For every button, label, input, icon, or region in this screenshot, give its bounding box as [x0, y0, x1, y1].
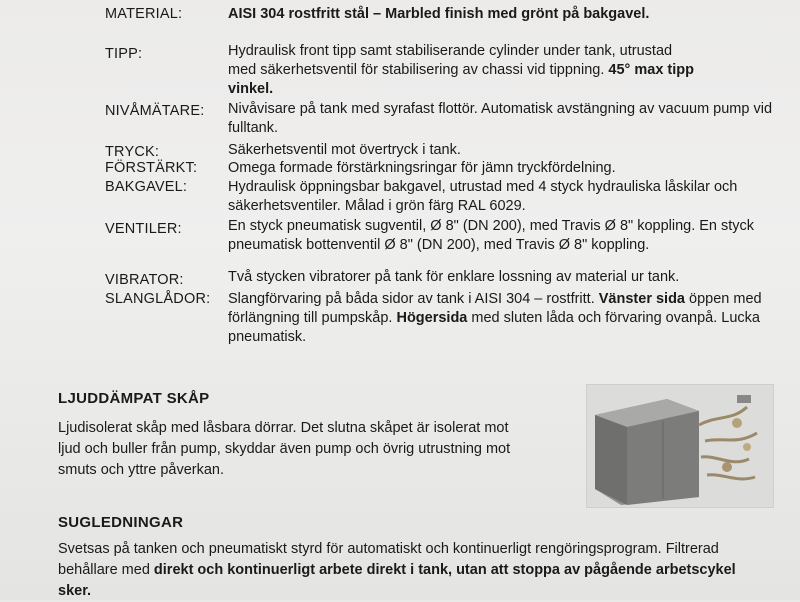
cabinet-photo	[586, 384, 774, 508]
spec-value: Omega formade förstärkningsringar för jämn tryckfördelning.	[228, 160, 616, 176]
section-text: direkt och kontinuerligt arbete direkt i tank, utan att stoppa av pågående arbetscykel sker.	[58, 562, 736, 599]
spec-label: TIPP:	[105, 46, 143, 62]
section-heading-ljuddampat: LJUDDÄMPAT SKÅP	[58, 390, 210, 407]
spec-value	[228, 42, 800, 99]
spec-text: Vänster sida	[598, 291, 686, 307]
spec-text: Högersida	[396, 310, 468, 326]
section-text-sugledningar	[58, 539, 758, 602]
spec-label: VENTILER:	[105, 221, 182, 237]
spec-value: Två stycken vibratorer på tank för enklare lossning av material ur tank.	[228, 269, 680, 285]
spec-label: VIBRATOR:	[105, 272, 184, 288]
spec-text: AISI 304 rostfritt stål – Marbled finish med grönt på bakgavel.	[228, 6, 650, 22]
spec-value: Nivåvisare på tank med syrafast flottör. Automatisk avstängning av vacuum pump vid fulltank.	[228, 101, 773, 136]
spec-text: Hydraulisk front tipp samt stabiliserande cylinder under tank, utrustad	[228, 43, 673, 59]
spec-value: En styck pneumatisk sugventil, Ø 8" (DN 200), med Travis Ø 8" koppling. En styck pneumatisk bottenventil Ø 8" (DN 200), med Travis Ø 8" koppling.	[228, 218, 755, 253]
spec-text: med säkerhetsventil för stabilisering av chassi vid tippning.	[228, 62, 609, 78]
spec-text: vinkel.	[228, 81, 274, 97]
section-heading-sugledningar: SUGLEDNINGAR	[58, 514, 184, 531]
spec-text: öppen med förlängning till pumpskåp.	[228, 291, 762, 326]
spec-value: Hydraulisk öppningsbar bakgavel, utrustad med 4 styck hydrauliska låskilar och säkerhetsventiler. Målad i grön färg RAL 6029.	[228, 179, 738, 214]
spec-label: NIVÅMÄTARE:	[105, 103, 205, 119]
spec-value	[228, 5, 800, 24]
spec-label: SLANGLÅDOR:	[105, 291, 211, 307]
spec-label: MATERIAL:	[105, 6, 183, 22]
spec-text: Slangförvaring på båda sidor av tank i AISI 304 – rostfritt.	[228, 291, 599, 307]
spec-text: 45° max tipp	[608, 62, 694, 78]
spec-value	[228, 290, 800, 347]
cabinet-image	[587, 385, 773, 507]
section-text-ljuddampat: Ljudisolerat skåp med låsbara dörrar. Det slutna skåpet är isolerat mot ljud och buller från pump, skyddar även pump och övrig utrustning mot smuts och yttre påverkan.	[58, 420, 511, 478]
spec-label: BAKGAVEL:	[105, 179, 188, 195]
spec-label: FÖRSTÄRKT:	[105, 160, 198, 176]
section-text: Svetsas på tanken och pneumatiskt styrd för automatiskt och kontinuerligt rengöringsprogram. Filtrerad behållare med	[58, 541, 719, 578]
spec-text: med sluten låda och förvaring ovanpå. Lucka pneumatisk.	[228, 310, 760, 345]
spec-value: Säkerhetsventil mot övertryck i tank.	[228, 142, 461, 158]
spec-label: TRYCK:	[105, 144, 160, 160]
